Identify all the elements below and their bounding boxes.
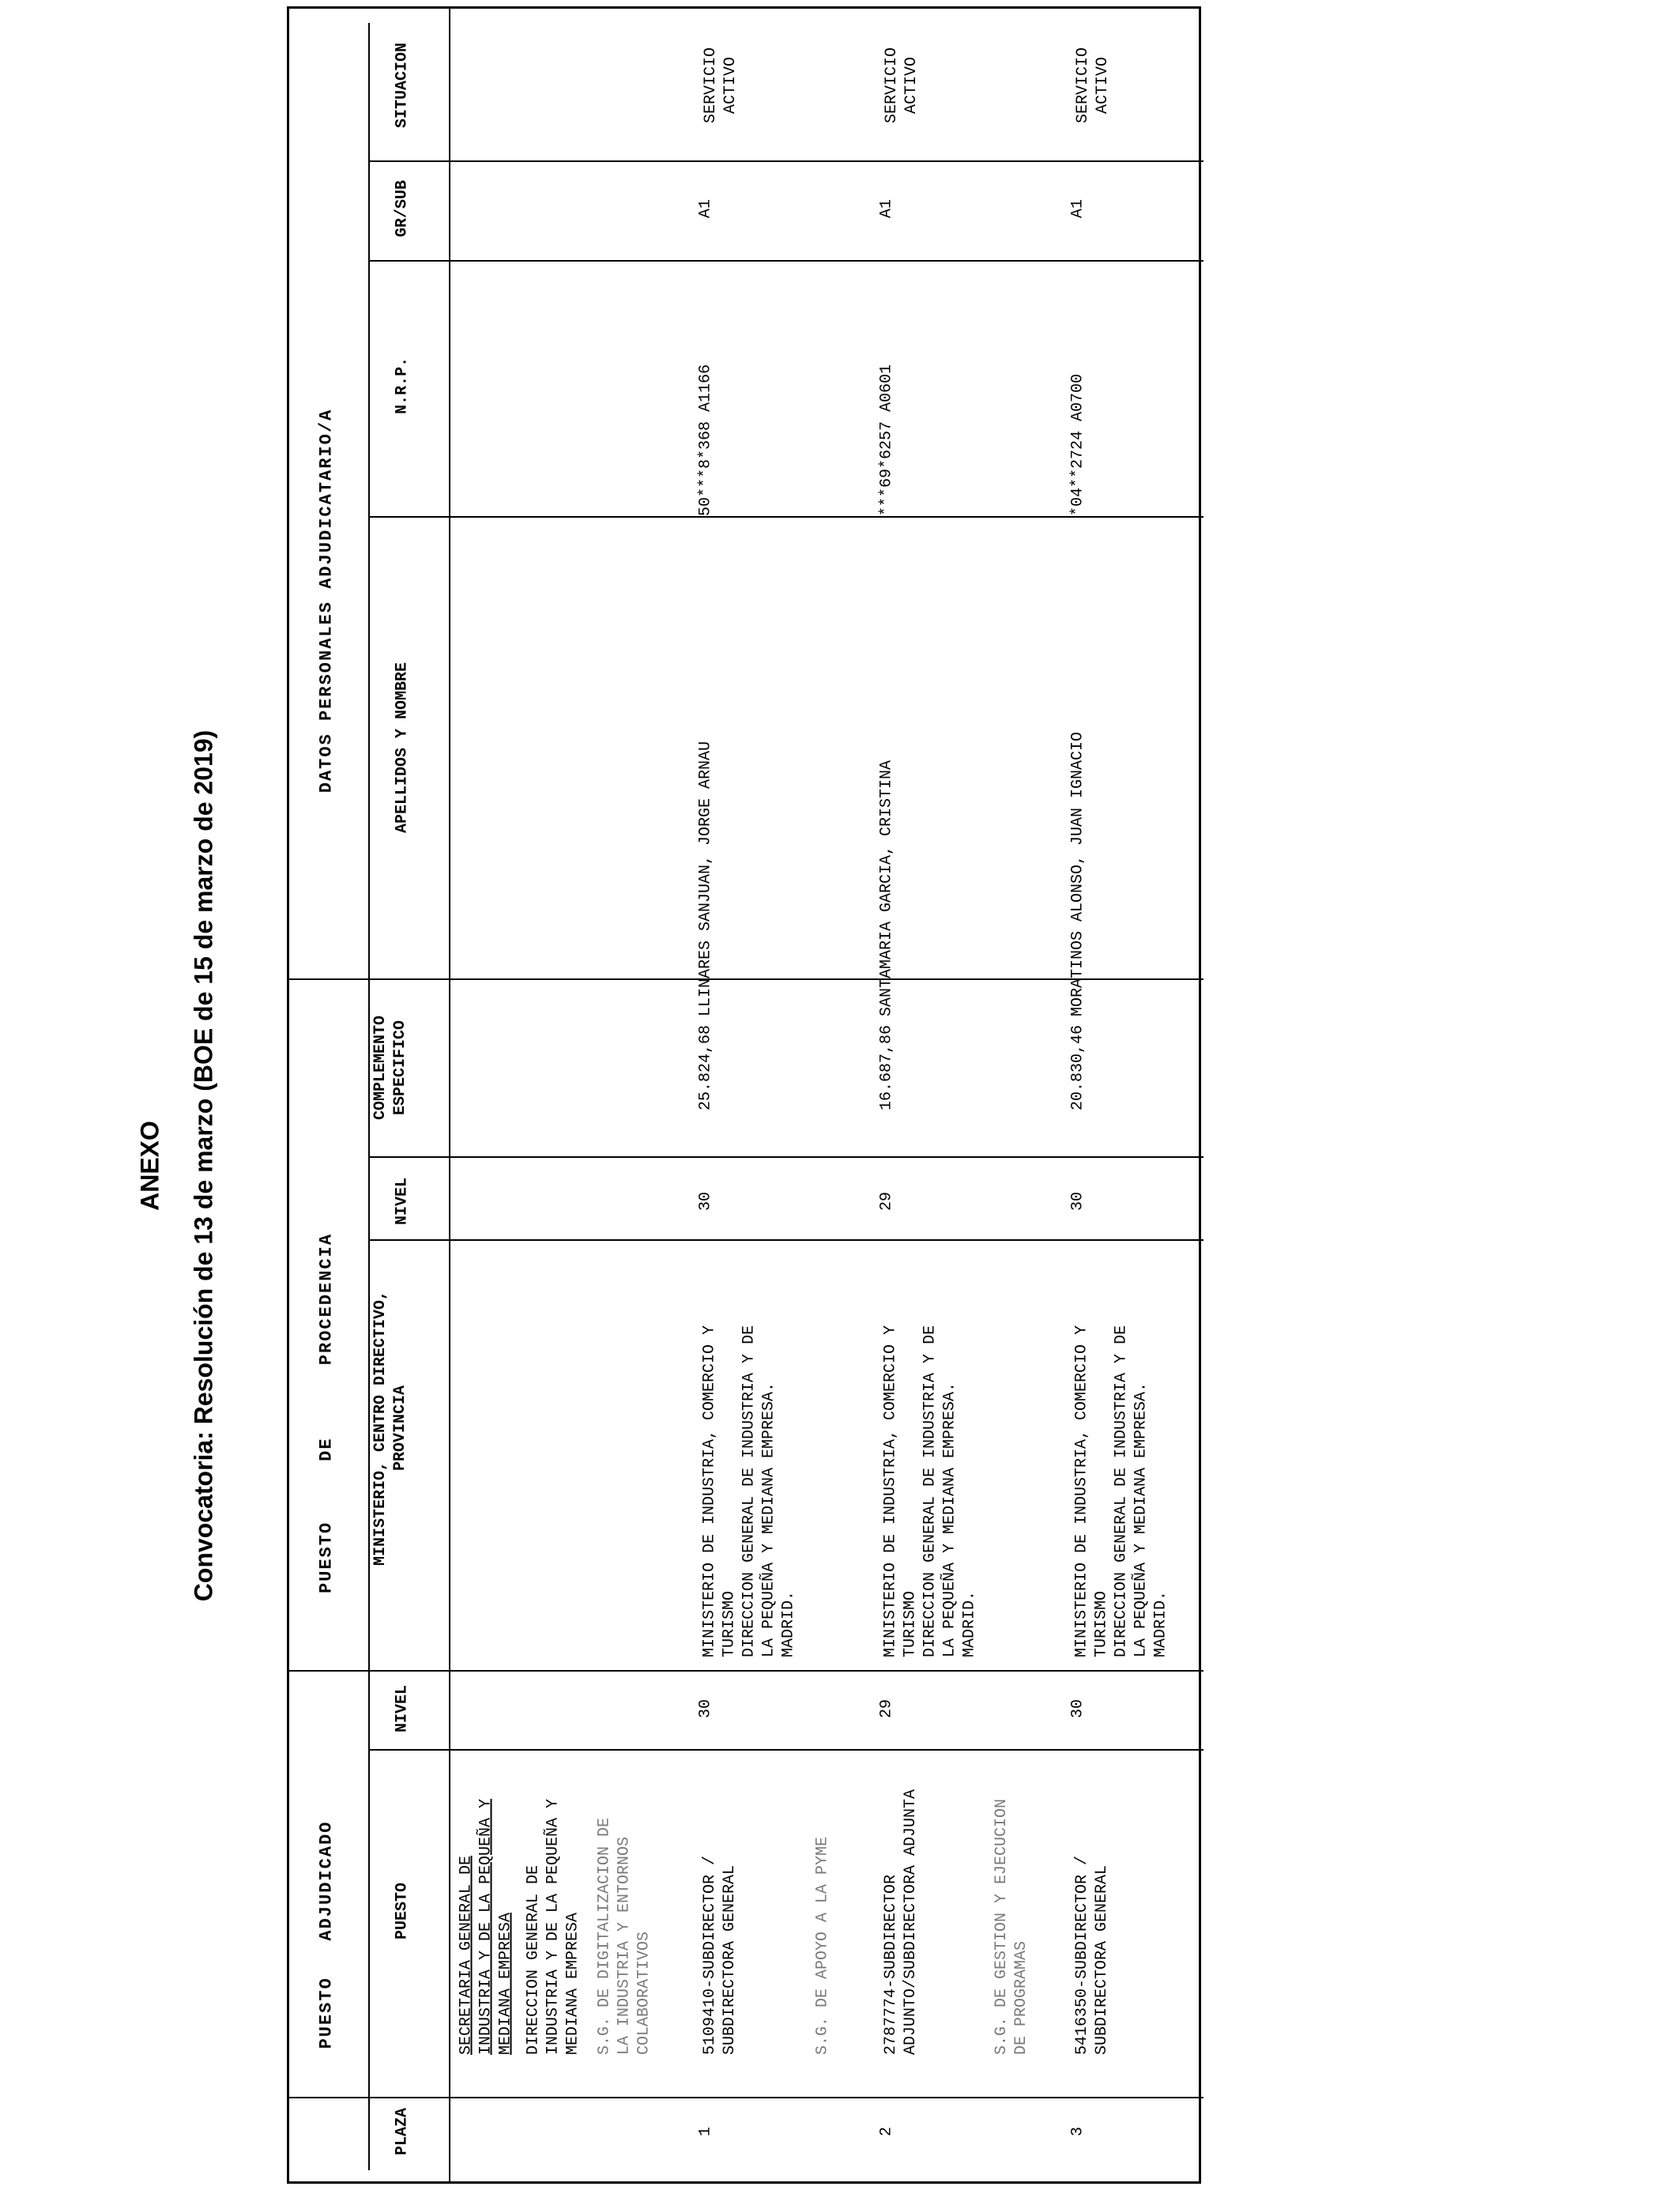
row3-complemento: 20.830,46 xyxy=(1068,1024,1087,1111)
boundary-adjudicado-procedencia xyxy=(289,1670,1203,1672)
col-header-grsub: GR/SUB xyxy=(393,180,412,238)
col-header-apellidos: APELLIDOS Y NOMBRE xyxy=(393,662,412,834)
col-header-nrp: N.R.P. xyxy=(393,357,412,415)
col-header-plaza: PLAZA xyxy=(393,2108,412,2156)
boundary-puesto-nivel xyxy=(368,1749,1203,1751)
row2-apellidos: SANTAMARIA GARCIA, CRISTINA xyxy=(877,760,896,1016)
row3-apellidos: MORATINOS ALONSO, JUAN IGNACIO xyxy=(1068,731,1087,1016)
row3-situacion: SERVICIO ACTIVO xyxy=(1074,47,1112,124)
section-sg-digitalizacion: S.G. DE DIGITALIZACION DE LA INDUSTRIA Y ENTORNOS COLABORATIVOS xyxy=(595,1817,654,2055)
boundary-apellidos-nrp xyxy=(368,516,1203,518)
col-header-ministerio: MINISTERIO, CENTRO DIRECTIVO, PROVINCIA xyxy=(371,1290,409,1566)
row2-puesto: 2787774-SUBDIRECTOR ADJUNTO/SUBDIRECTORA ADJUNTA xyxy=(882,1789,920,2055)
row1-plaza: 1 xyxy=(696,2127,715,2137)
row1-apellidos: LLINARES SANJUAN, JORGE ARNAU xyxy=(696,741,715,1016)
section-direccion: DIRECCION GENERAL DE INDUSTRIA Y DE LA PEQUEÑA Y MEDIANA EMPRESA xyxy=(524,1798,582,2055)
row2-situacion: SERVICIO ACTIVO xyxy=(883,47,921,124)
page-title: ANEXO xyxy=(135,1121,164,1211)
row1-nrp: 50***8*368 A1166 xyxy=(696,364,715,516)
row3-nivel: 30 xyxy=(1068,1699,1087,1719)
group-header-line xyxy=(368,23,370,2170)
row2-plaza: 2 xyxy=(877,2127,896,2137)
row3-nivel-procedencia: 30 xyxy=(1068,1192,1087,1212)
row1-nivel: 30 xyxy=(696,1699,715,1719)
boundary-procedencia-datos xyxy=(289,978,1203,980)
section-sg-gestion: S.G. DE GESTION Y EJECUCION DE PROGRAMAS xyxy=(993,1798,1030,2055)
row3-ministerio: MINISTERIO DE INDUSTRIA, COMERCIO Y TURISMO DIRECCION GENERAL DE INDUSTRIA Y DE LA PEQUEÑA Y MEDIANA EMPRESA. MADRID. xyxy=(1072,1325,1170,1657)
row3-grsub: A1 xyxy=(1068,199,1087,219)
col-header-situacion: SITUACION xyxy=(393,42,412,129)
section-secretaria: SECRETARIA GENERAL DE INDUSTRIA Y DE LA PEQUEÑA Y MEDIANA EMPRESA xyxy=(457,1798,515,2055)
boundary-nivel-complemento xyxy=(368,1156,1203,1158)
col-header-puesto: PUESTO xyxy=(393,1883,412,1940)
row3-puesto: 5416350-SUBDIRECTOR / SUBDIRECTORA GENERAL xyxy=(1073,1855,1111,2055)
col-header-nivel: NIVEL xyxy=(393,1685,412,1733)
row2-nivel: 29 xyxy=(877,1699,896,1719)
column-header-line xyxy=(449,9,450,2181)
group-header-datos-personales: DATOS PERSONALES ADJUDICATARIO/A xyxy=(316,408,337,794)
col-header-complemento: COMPLEMENTO ESPECIFICO xyxy=(371,1015,409,1121)
col-header-nivel-procedencia: NIVEL xyxy=(393,1178,412,1226)
row1-complemento: 25.824,68 xyxy=(696,1024,715,1111)
row1-ministerio: MINISTERIO DE INDUSTRIA, COMERCIO Y TURISMO DIRECCION GENERAL DE INDUSTRIA Y DE LA PEQUEÑA Y MEDIANA EMPRESA. MADRID. xyxy=(700,1325,798,1657)
row2-nrp: ***69*6257 A0601 xyxy=(877,364,896,516)
row2-ministerio: MINISTERIO DE INDUSTRIA, COMERCIO Y TURISMO DIRECCION GENERAL DE INDUSTRIA Y DE LA PEQUEÑA Y MEDIANA EMPRESA. MADRID. xyxy=(881,1325,979,1657)
row2-complemento: 16.687,86 xyxy=(877,1024,896,1111)
row1-situacion: SERVICIO ACTIVO xyxy=(702,47,740,124)
row3-nrp: *04**2724 A0700 xyxy=(1068,373,1087,516)
section-sg-apoyo-pyme: S.G. DE APOYO A LA PYME xyxy=(813,1836,832,2055)
row2-grsub: A1 xyxy=(877,199,896,219)
boundary-plaza-puesto xyxy=(289,2097,1203,2098)
page-subtitle: Convocatoria: Resolución de 13 de marzo (BOE de 15 de marzo de 2019) xyxy=(189,729,218,1602)
row1-grsub: A1 xyxy=(696,199,715,219)
group-header-puesto-adjudicado: PUESTO ADJUDICADO xyxy=(316,1820,337,2049)
anexo-table xyxy=(287,6,1201,2184)
row2-nivel-procedencia: 29 xyxy=(877,1192,896,1212)
row1-puesto: 5109410-SUBDIRECTOR / SUBDIRECTORA GENERAL xyxy=(701,1855,739,2055)
boundary-grsub-situacion xyxy=(368,160,1203,162)
group-header-puesto-procedencia: PUESTO DE PROCEDENCIA xyxy=(316,1232,337,1594)
row1-nivel-procedencia: 30 xyxy=(696,1192,715,1212)
row3-plaza: 3 xyxy=(1068,2127,1087,2137)
